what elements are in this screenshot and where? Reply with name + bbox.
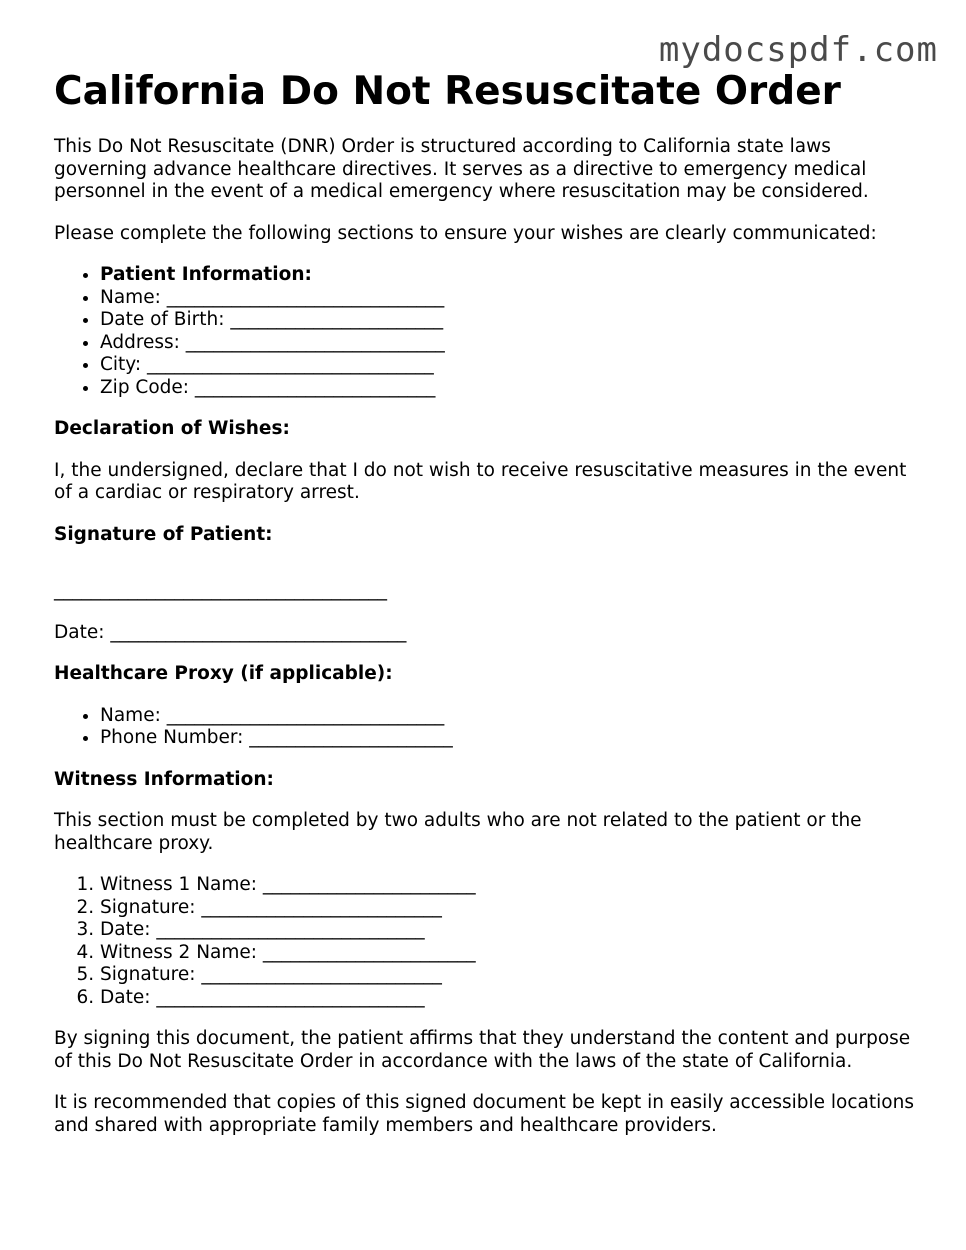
- patient-name-field[interactable]: • Name: ______________________________: [100, 287, 924, 310]
- witness-1-signature-field[interactable]: 2. Signature: __________________________: [100, 897, 924, 920]
- intro-paragraph: This Do Not Resuscitate (DNR) Order is structured according to California state laws governing advance healthcare directives. It serves as a directive to emergency medical personnel in the event of a medical emergency where resuscitation may be considered.: [54, 136, 869, 202]
- proxy-phone-field[interactable]: • Phone Number: ______________________: [100, 727, 924, 750]
- document-title: California Do Not Resuscitate Order: [54, 69, 841, 114]
- document-page: [54, 68, 924, 1156]
- witness-1-name-field[interactable]: 1. Witness 1 Name: _______________________: [100, 874, 924, 897]
- witness-list: [54, 874, 924, 1009]
- patient-info-list: [54, 264, 924, 399]
- witness-heading: Witness Information:: [54, 768, 274, 790]
- watermark: mydocspdf.com: [658, 30, 938, 70]
- patient-signature-date-field[interactable]: Date: ________________________________: [54, 621, 407, 643]
- declaration-heading: Declaration of Wishes:: [54, 418, 290, 439]
- witness-2-signature-field[interactable]: 5. Signature: __________________________: [100, 964, 924, 987]
- recommendation-paragraph: It is recommended that copies of this signed document be kept in easily accessible locations and shared with appropriate family members and healthcare providers.: [54, 1092, 914, 1136]
- signature-heading: Signature of Patient:: [54, 523, 273, 545]
- witness-1-date-field[interactable]: 3. Date: _____________________________: [100, 919, 924, 942]
- proxy-list: [54, 705, 924, 750]
- patient-city-field[interactable]: • City: _______________________________: [100, 354, 924, 377]
- proxy-heading: Healthcare Proxy (if applicable):: [54, 663, 393, 684]
- witness-2-name-field[interactable]: 4. Witness 2 Name: _______________________: [100, 942, 924, 965]
- patient-zip-field[interactable]: • Zip Code: __________________________: [100, 377, 924, 400]
- affirmation-paragraph: By signing this document, the patient affirms that they understand the content and purpose of this Do Not Resuscitate Order in accordance with the laws of the state of California.: [54, 1028, 911, 1072]
- witness-2-date-field[interactable]: 6. Date: _____________________________: [100, 987, 924, 1010]
- witness-text: This section must be completed by two adults who are not related to the patient or the healthcare proxy.: [54, 810, 862, 854]
- patient-signature-line[interactable]: ____________________________________: [54, 580, 387, 601]
- proxy-name-field[interactable]: • Name: ______________________________: [100, 705, 924, 728]
- patient-dob-field[interactable]: • Date of Birth: _______________________: [100, 309, 924, 332]
- instruction-paragraph: Please complete the following sections to ensure your wishes are clearly communicated:: [54, 222, 877, 244]
- patient-address-field[interactable]: • Address: ____________________________: [100, 332, 924, 355]
- patient-info-heading: • Patient Information:: [100, 264, 924, 287]
- declaration-text: I, the undersigned, declare that I do not wish to receive resuscitative measures in the event of a cardiac or respiratory arrest.: [54, 459, 907, 503]
